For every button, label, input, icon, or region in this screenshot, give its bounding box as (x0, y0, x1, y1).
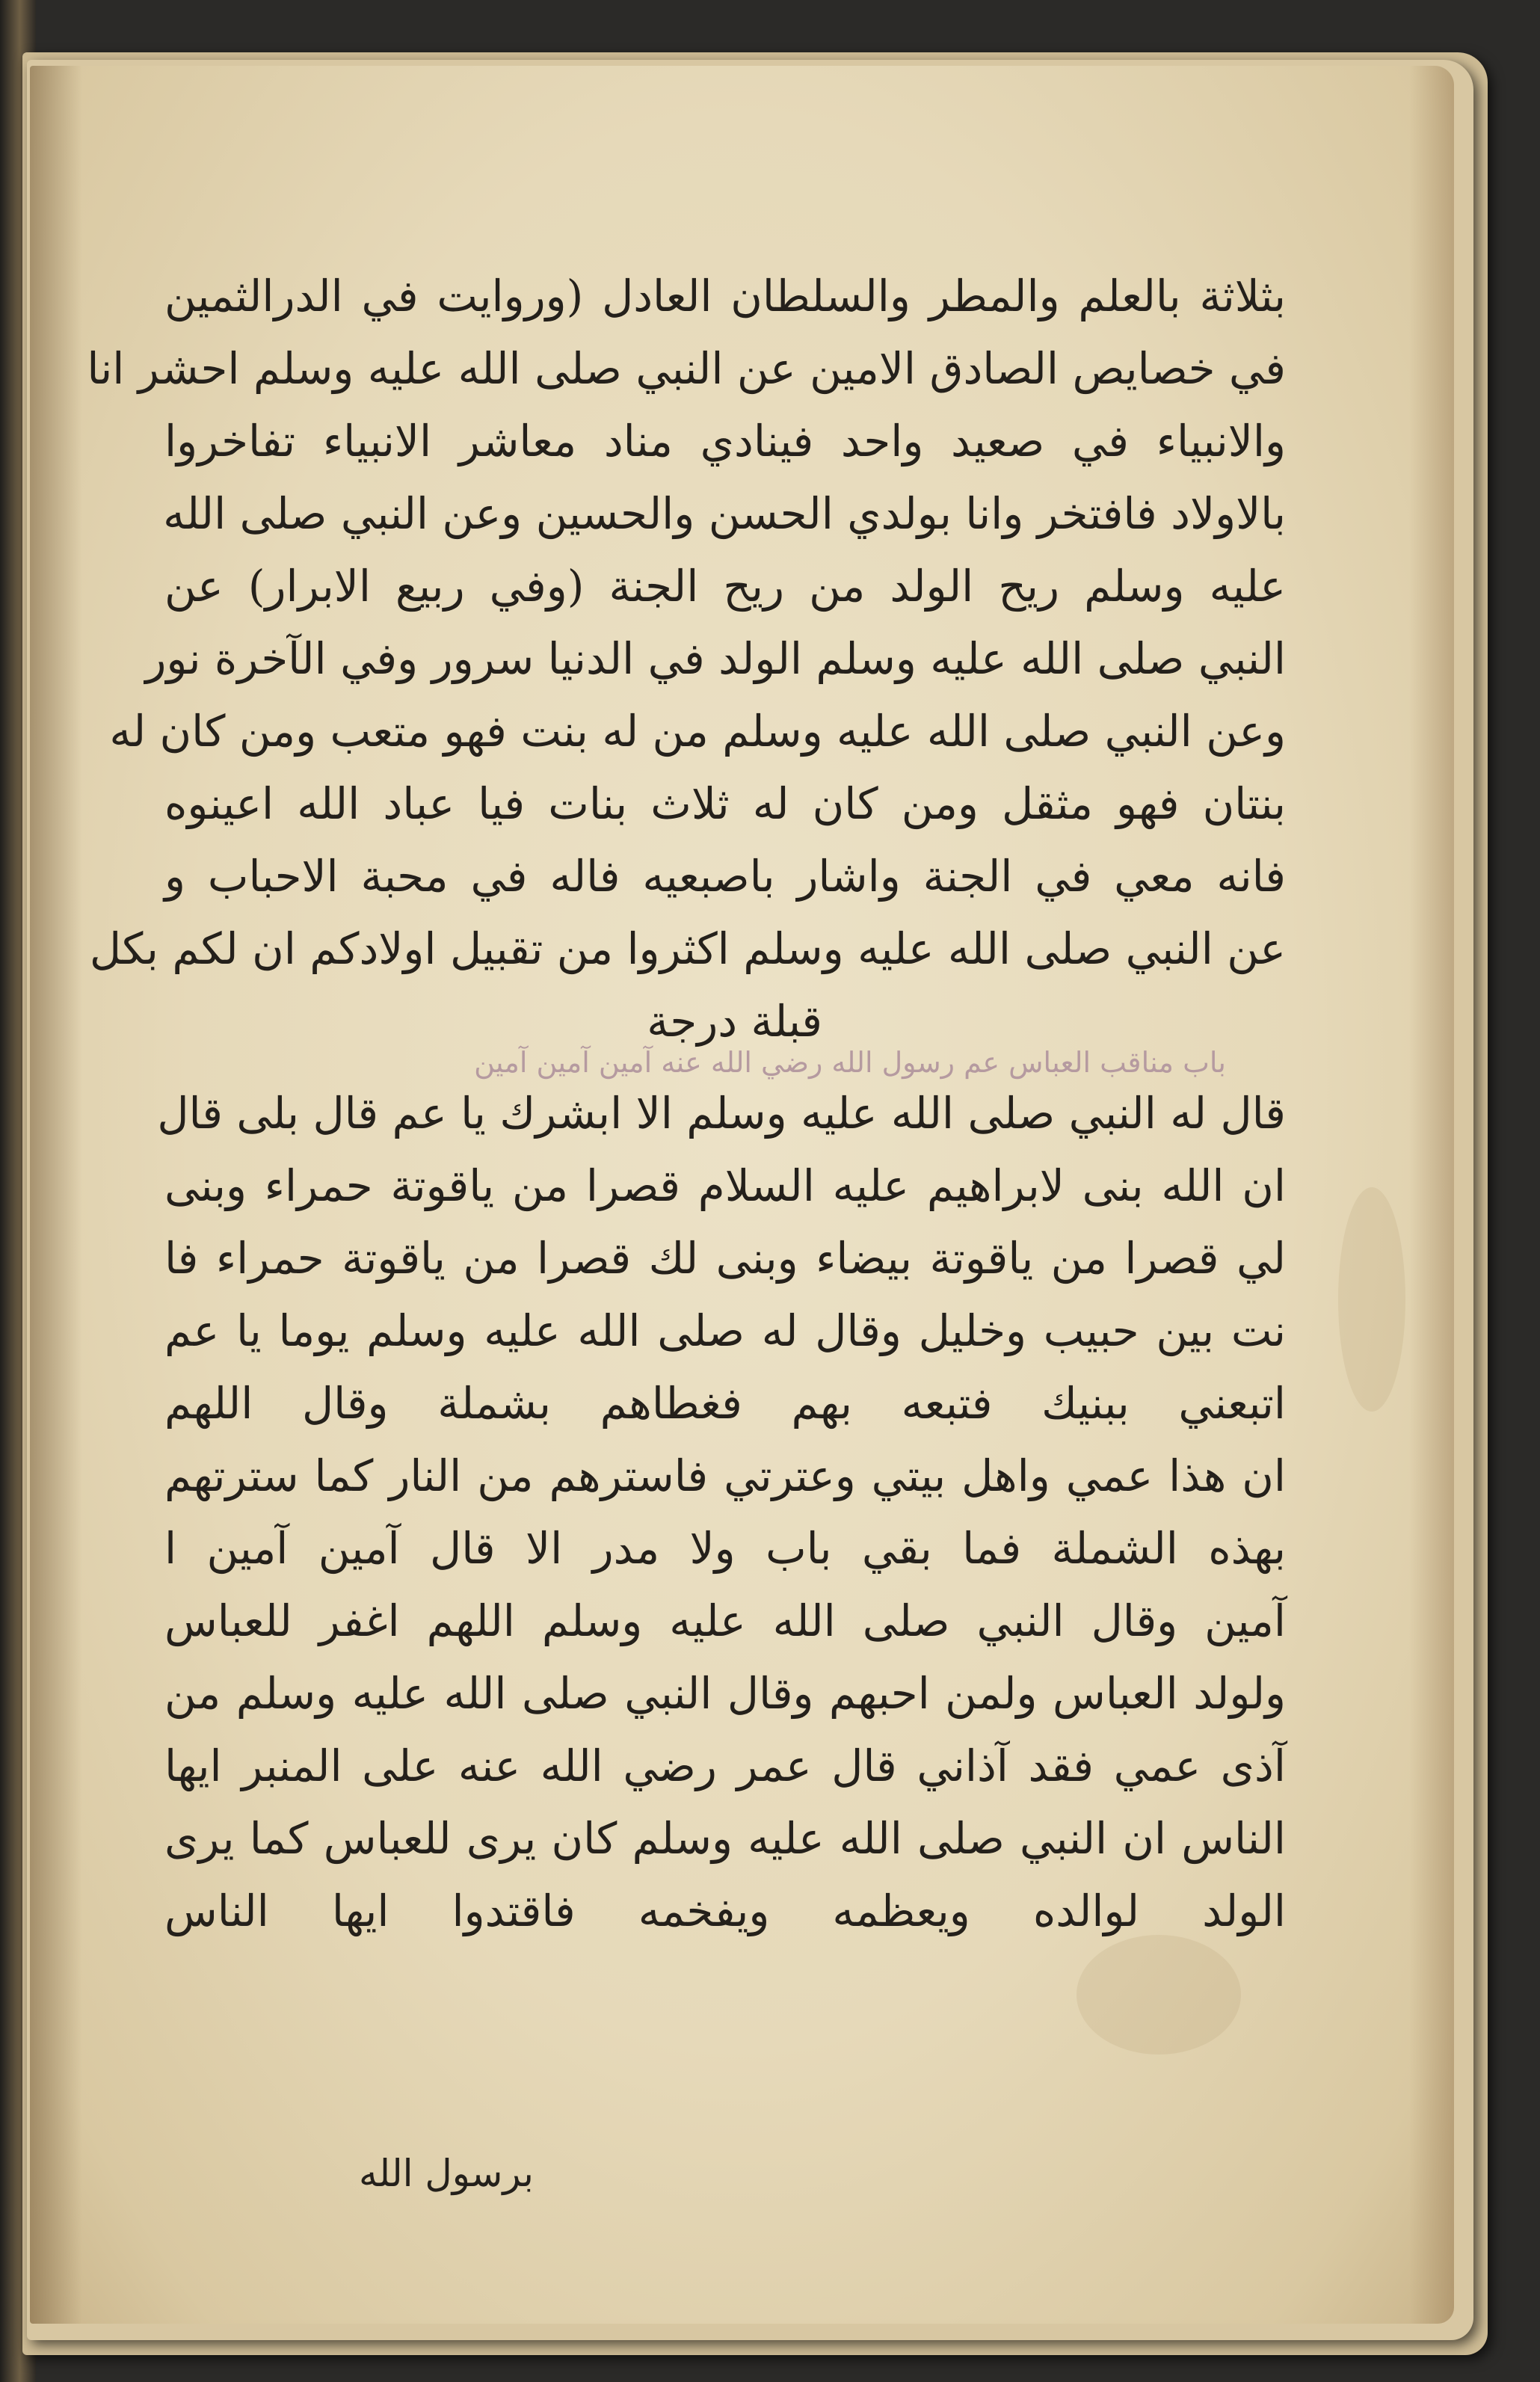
text-line: بهذه الشملة فما بقي باب ولا مدر الا قال آمين آمين ا (164, 1523, 1286, 1574)
text-line: قال له النبي صلى الله عليه وسلم الا ابشرك يا عم قال بلى قال (157, 1088, 1286, 1139)
text-line: الولد لوالده ويعظمه ويفخمه فاقتدوا ايها الناس (164, 1886, 1286, 1936)
text-line: آمين وقال النبي صلى الله عليه وسلم اللهم اغفر للعباس (164, 1595, 1286, 1646)
text-line: آذى عمي فقد آذاني قال عمر رضي الله عنه على المنبر ايها (164, 1741, 1286, 1791)
text-line: ان الله بنى لابراهيم عليه السلام قصرا من ياقوتة حمراء وبنى (164, 1160, 1286, 1211)
text-line: عن النبي صلى الله عليه وسلم اكثروا من تقبيل اولادكم ان لكم بكل (89, 923, 1286, 974)
text-line: بثلاثة بالعلم والمطر والسلطان العادل (وروايت في الدرالثمين (164, 271, 1286, 321)
text-line: عليه وسلم ريح الولد من ريح الجنة (وفي ربيع الابرار) عن (164, 561, 1286, 612)
text-line: والانبياء في صعيد واحد فينادي مناد معاشر الانبياء تفاخروا (164, 416, 1286, 467)
manuscript-page (30, 66, 1454, 2324)
text-line: بالاولاد فافتخر وانا بولدي الحسن والحسين وعن النبي صلى الله (163, 488, 1286, 539)
text-line: الناس ان النبي صلى الله عليه وسلم كان يرى للعباس كما يرى (164, 1813, 1286, 1864)
catchword: برسول الله (359, 2152, 534, 2195)
text-line: وعن النبي صلى الله عليه وسلم من له بنت فهو متعب ومن كان له (109, 706, 1286, 757)
text-line: النبي صلى الله عليه وسلم الولد في الدنيا سرور وفي الآخرة نور (145, 633, 1286, 684)
text-line: ان هذا عمي واهل بيتي وعترتي فاسترهم من النار كما سترتهم (164, 1450, 1286, 1501)
page-edge-shadow (1409, 66, 1454, 2324)
paper-stain (1077, 1935, 1241, 2055)
text-line: لي قصرا من ياقوتة بيضاء وبنى لك قصرا من ياقوتة حمراء فا (164, 1233, 1286, 1284)
text-line: اتبعني ببنيك فتبعه بهم فغطاهم بشملة وقال اللهم (164, 1378, 1286, 1429)
gutter-shadow (30, 66, 82, 2324)
text-line: نت بين حبيب وخليل وقال له صلى الله عليه وسلم يوما يا عم (164, 1305, 1286, 1356)
text-line: في خصايص الصادق الامين عن النبي صلى الله عليه وسلم احشر انا (87, 343, 1286, 394)
text-line: قبلة درجة (647, 996, 822, 1047)
text-line: فانه معي في الجنة واشار باصبعيه فاله في محبة الاحباب و (164, 851, 1286, 902)
marginal-note: باب مناقب العباس عم رسول الله رضي الله عنه آمين آمين آمين (474, 1046, 1226, 1079)
main-text-block (87, 260, 1286, 1948)
text-line: بنتان فهو مثقل ومن كان له ثلاث بنات فيا عباد الله اعينوه (164, 778, 1286, 829)
text-line: ولولد العباس ولمن احبهم وقال النبي صلى الله عليه وسلم من (164, 1668, 1286, 1719)
paper-stain (1338, 1187, 1405, 1412)
